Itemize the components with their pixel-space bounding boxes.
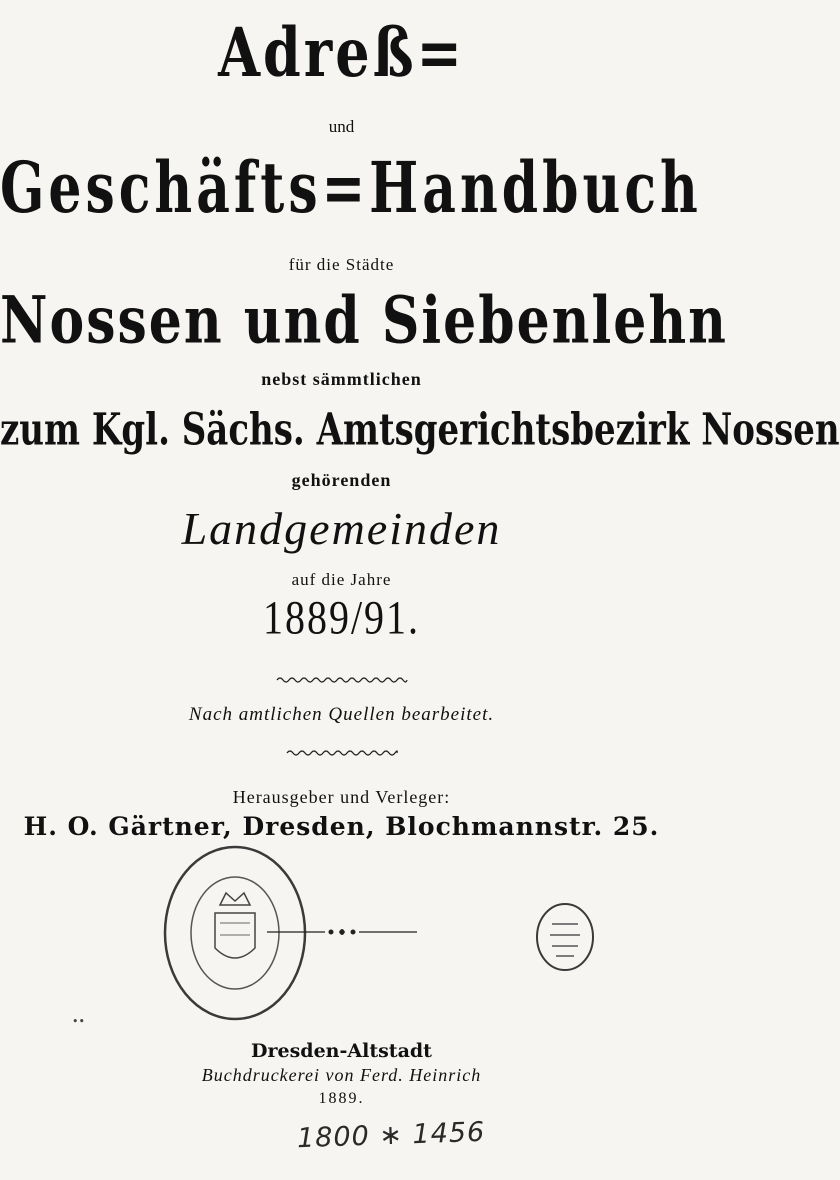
subtitle-nebst: nebst sämmtlichen bbox=[261, 369, 422, 389]
title-connector-und: und bbox=[328, 117, 355, 136]
shelfmark-handwritten: 1800 ∗ 1456 bbox=[296, 1116, 486, 1155]
subtitle-fuer: für die Städte bbox=[288, 255, 395, 274]
publisher-label: Herausgeber und Verleger: bbox=[232, 787, 451, 807]
title-line-2: Geschäfts=Handbuch bbox=[0, 147, 702, 230]
divider-wave-2 bbox=[0, 749, 683, 757]
years-label: auf die Jahre bbox=[291, 570, 392, 589]
cities-heading: Nossen und Siebenlehn bbox=[0, 282, 728, 359]
imprint-place: Dresden-Altstadt bbox=[251, 1040, 432, 1062]
publisher-name: H. O. Gärtner, Dresden, Blochmannstr. 25. bbox=[23, 812, 660, 841]
imprint-year: 1889. bbox=[318, 1090, 365, 1107]
subtitle-gehoerenden: gehörenden bbox=[291, 470, 392, 490]
district-line: zum Kgl. Sächs. Amtsgerichtsbezirk Nossen bbox=[0, 404, 840, 456]
title-line-1: Adreß= bbox=[218, 12, 465, 92]
years-value: 1889/91. bbox=[262, 590, 421, 645]
small-library-stamp bbox=[534, 902, 596, 976]
divider-wave-1 bbox=[0, 676, 683, 684]
imprint-printer: Buchdruckerei von Ferd. Heinrich bbox=[201, 1065, 482, 1085]
source-note: Nach amtlichen Quellen bearbeitet. bbox=[188, 704, 495, 725]
paper-speck: •• bbox=[72, 1015, 85, 1028]
landgemeinden-heading: Landgemeinden bbox=[181, 503, 502, 554]
